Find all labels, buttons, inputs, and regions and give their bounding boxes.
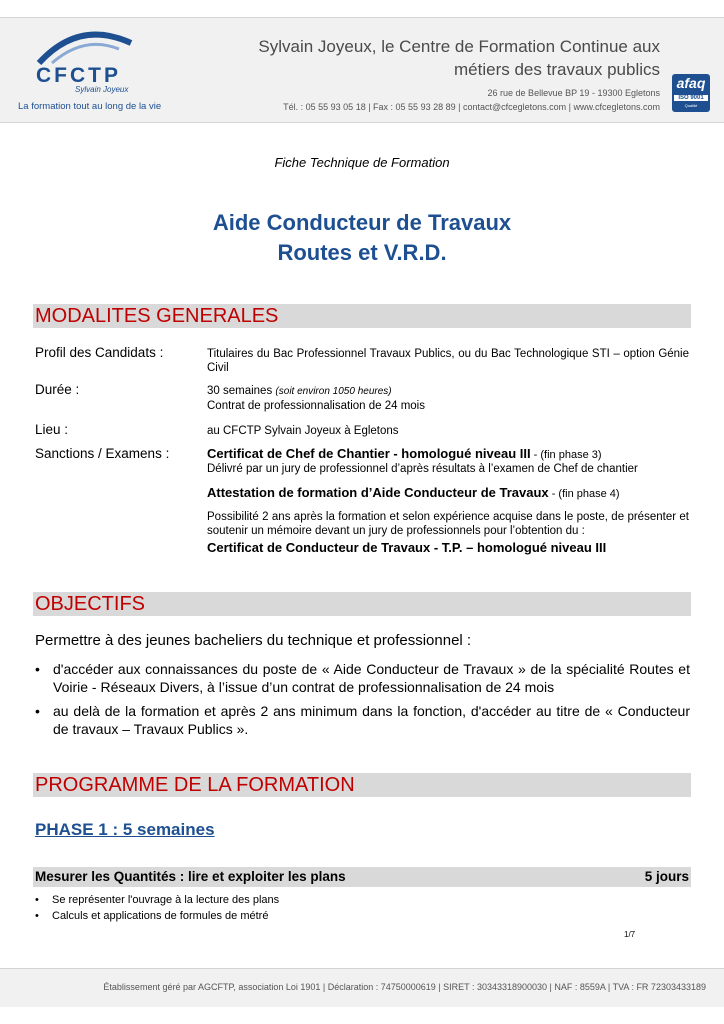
objectif-item (35, 660, 690, 696)
module-item-text: Calculs et applications de formules de métré (52, 910, 269, 922)
section-heading: OBJECTIFS (35, 593, 146, 615)
objectif-text: au delà de la formation et après 2 ans minimum dans la fonction, d'accéder au titre de « Conducteur de travaux – Travaux Publics ». (53, 703, 690, 737)
cert2-note: - (fin phase 4) (548, 488, 620, 500)
section-objectifs (33, 592, 691, 616)
objectif-item (35, 702, 690, 738)
page-number: 1/7 (624, 930, 636, 939)
bullet-icon: • (35, 910, 39, 922)
center-contact: Tél. : 05 55 93 05 18 | Fax : 05 55 93 28 89 | contact@cfcegletons.com | www.cfcegletons.com (283, 102, 660, 112)
section-modalites (33, 304, 691, 328)
duree-value (207, 385, 392, 397)
section-heading: PROGRAMME DE LA FORMATION (35, 774, 355, 796)
cfctp-logo-swoosh (34, 27, 134, 65)
center-name-line2: métiers des travaux publics (454, 60, 660, 79)
module-duration: 5 jours (644, 869, 689, 884)
phase-title: PHASE 1 : 5 semaines (35, 820, 215, 839)
section-programme (33, 773, 691, 797)
objectifs-intro: Permettre à des jeunes bacheliers du technique et professionnel : (35, 632, 472, 649)
footer-legal-text: Établissement géré par AGCFTP, association Loi 1901 | Déclaration : 74750000619 | SIRET : 30343318900030 | NAF : 8559A | TVA : FR 72303433189 (103, 982, 706, 992)
bullet-icon: • (35, 703, 40, 719)
cert1-note: - (fin phase 3) (530, 449, 602, 461)
objectif-text: d'accéder aux connaissances du poste de « Aide Conducteur de Travaux » de la spécialité Routes et Voirie - Réseaux Divers, à l’issue d’un contrat de professionnalisation de 24 mois (53, 661, 690, 695)
bullet-icon: • (35, 661, 40, 677)
logo-text: CFCTP (36, 64, 121, 87)
duree-note: (soit environ 1050 heures) (275, 386, 392, 397)
footer (0, 968, 724, 1007)
iso-label: ISO 9001 (674, 95, 708, 101)
cert1-description: Délivré par un jury de professionnel d’après résultats à l’examen de Chef de chantier (207, 463, 638, 475)
module-title: Mesurer les Quantités : lire et exploiter les plans (35, 869, 346, 884)
profil-label: Profil des Candidats : (35, 345, 164, 360)
bullet-icon: • (35, 894, 39, 906)
afaq-label: afaq (676, 75, 706, 91)
duree-contrat: Contrat de professionnalisation de 24 mois (207, 400, 425, 412)
module-header (33, 867, 691, 887)
center-address: 26 rue de Bellevue BP 19 - 19300 Egletons (487, 88, 660, 98)
duree-weeks: 30 semaines (207, 385, 273, 397)
logo-subtitle: Sylvain Joyeux (75, 85, 129, 94)
lieu-label: Lieu : (35, 422, 69, 437)
lieu-value: au CFCTP Sylvain Joyeux à Egletons (207, 425, 399, 437)
duree-label: Durée : (35, 382, 80, 397)
sanctions-label: Sanctions / Examens : (35, 446, 170, 461)
quality-label: Qualité (684, 103, 698, 108)
cert3-title: Certificat de Conducteur de Travaux - T.P. – homologué niveau III (207, 540, 607, 555)
cert3-description: Possibilité 2 ans après la formation et selon expérience acquise dans le poste, de présenter et soutenir un mémoire devant un jury de professionnels pour l’obtention du : (207, 511, 689, 537)
tagline: La formation tout au long de la vie (18, 101, 162, 112)
profil-value: Titulaires du Bac Professionnel Travaux Publics, ou du Bac Technologique STI – option Génie Civil (207, 348, 689, 374)
cert2-title: Attestation de formation d’Aide Conducteur de Travaux (207, 485, 549, 500)
document-title-line1: Aide Conducteur de Travaux (212, 210, 512, 235)
document-title-line2: Routes et V.R.D. (277, 240, 447, 265)
afaq-certification-logo (672, 74, 710, 112)
module-item-text: Se représenter l'ouvrage à la lecture des plans (52, 894, 280, 906)
cert1-title: Certificat de Chef de Chantier - homologué niveau III (207, 446, 531, 461)
section-heading: MODALITES GENERALES (35, 305, 279, 327)
center-name-line1: Sylvain Joyeux, le Centre de Formation Continue aux (258, 37, 660, 56)
cert1-line (207, 446, 602, 461)
document-subtitle: Fiche Technique de Formation (274, 155, 450, 170)
cert2-line (207, 485, 620, 500)
